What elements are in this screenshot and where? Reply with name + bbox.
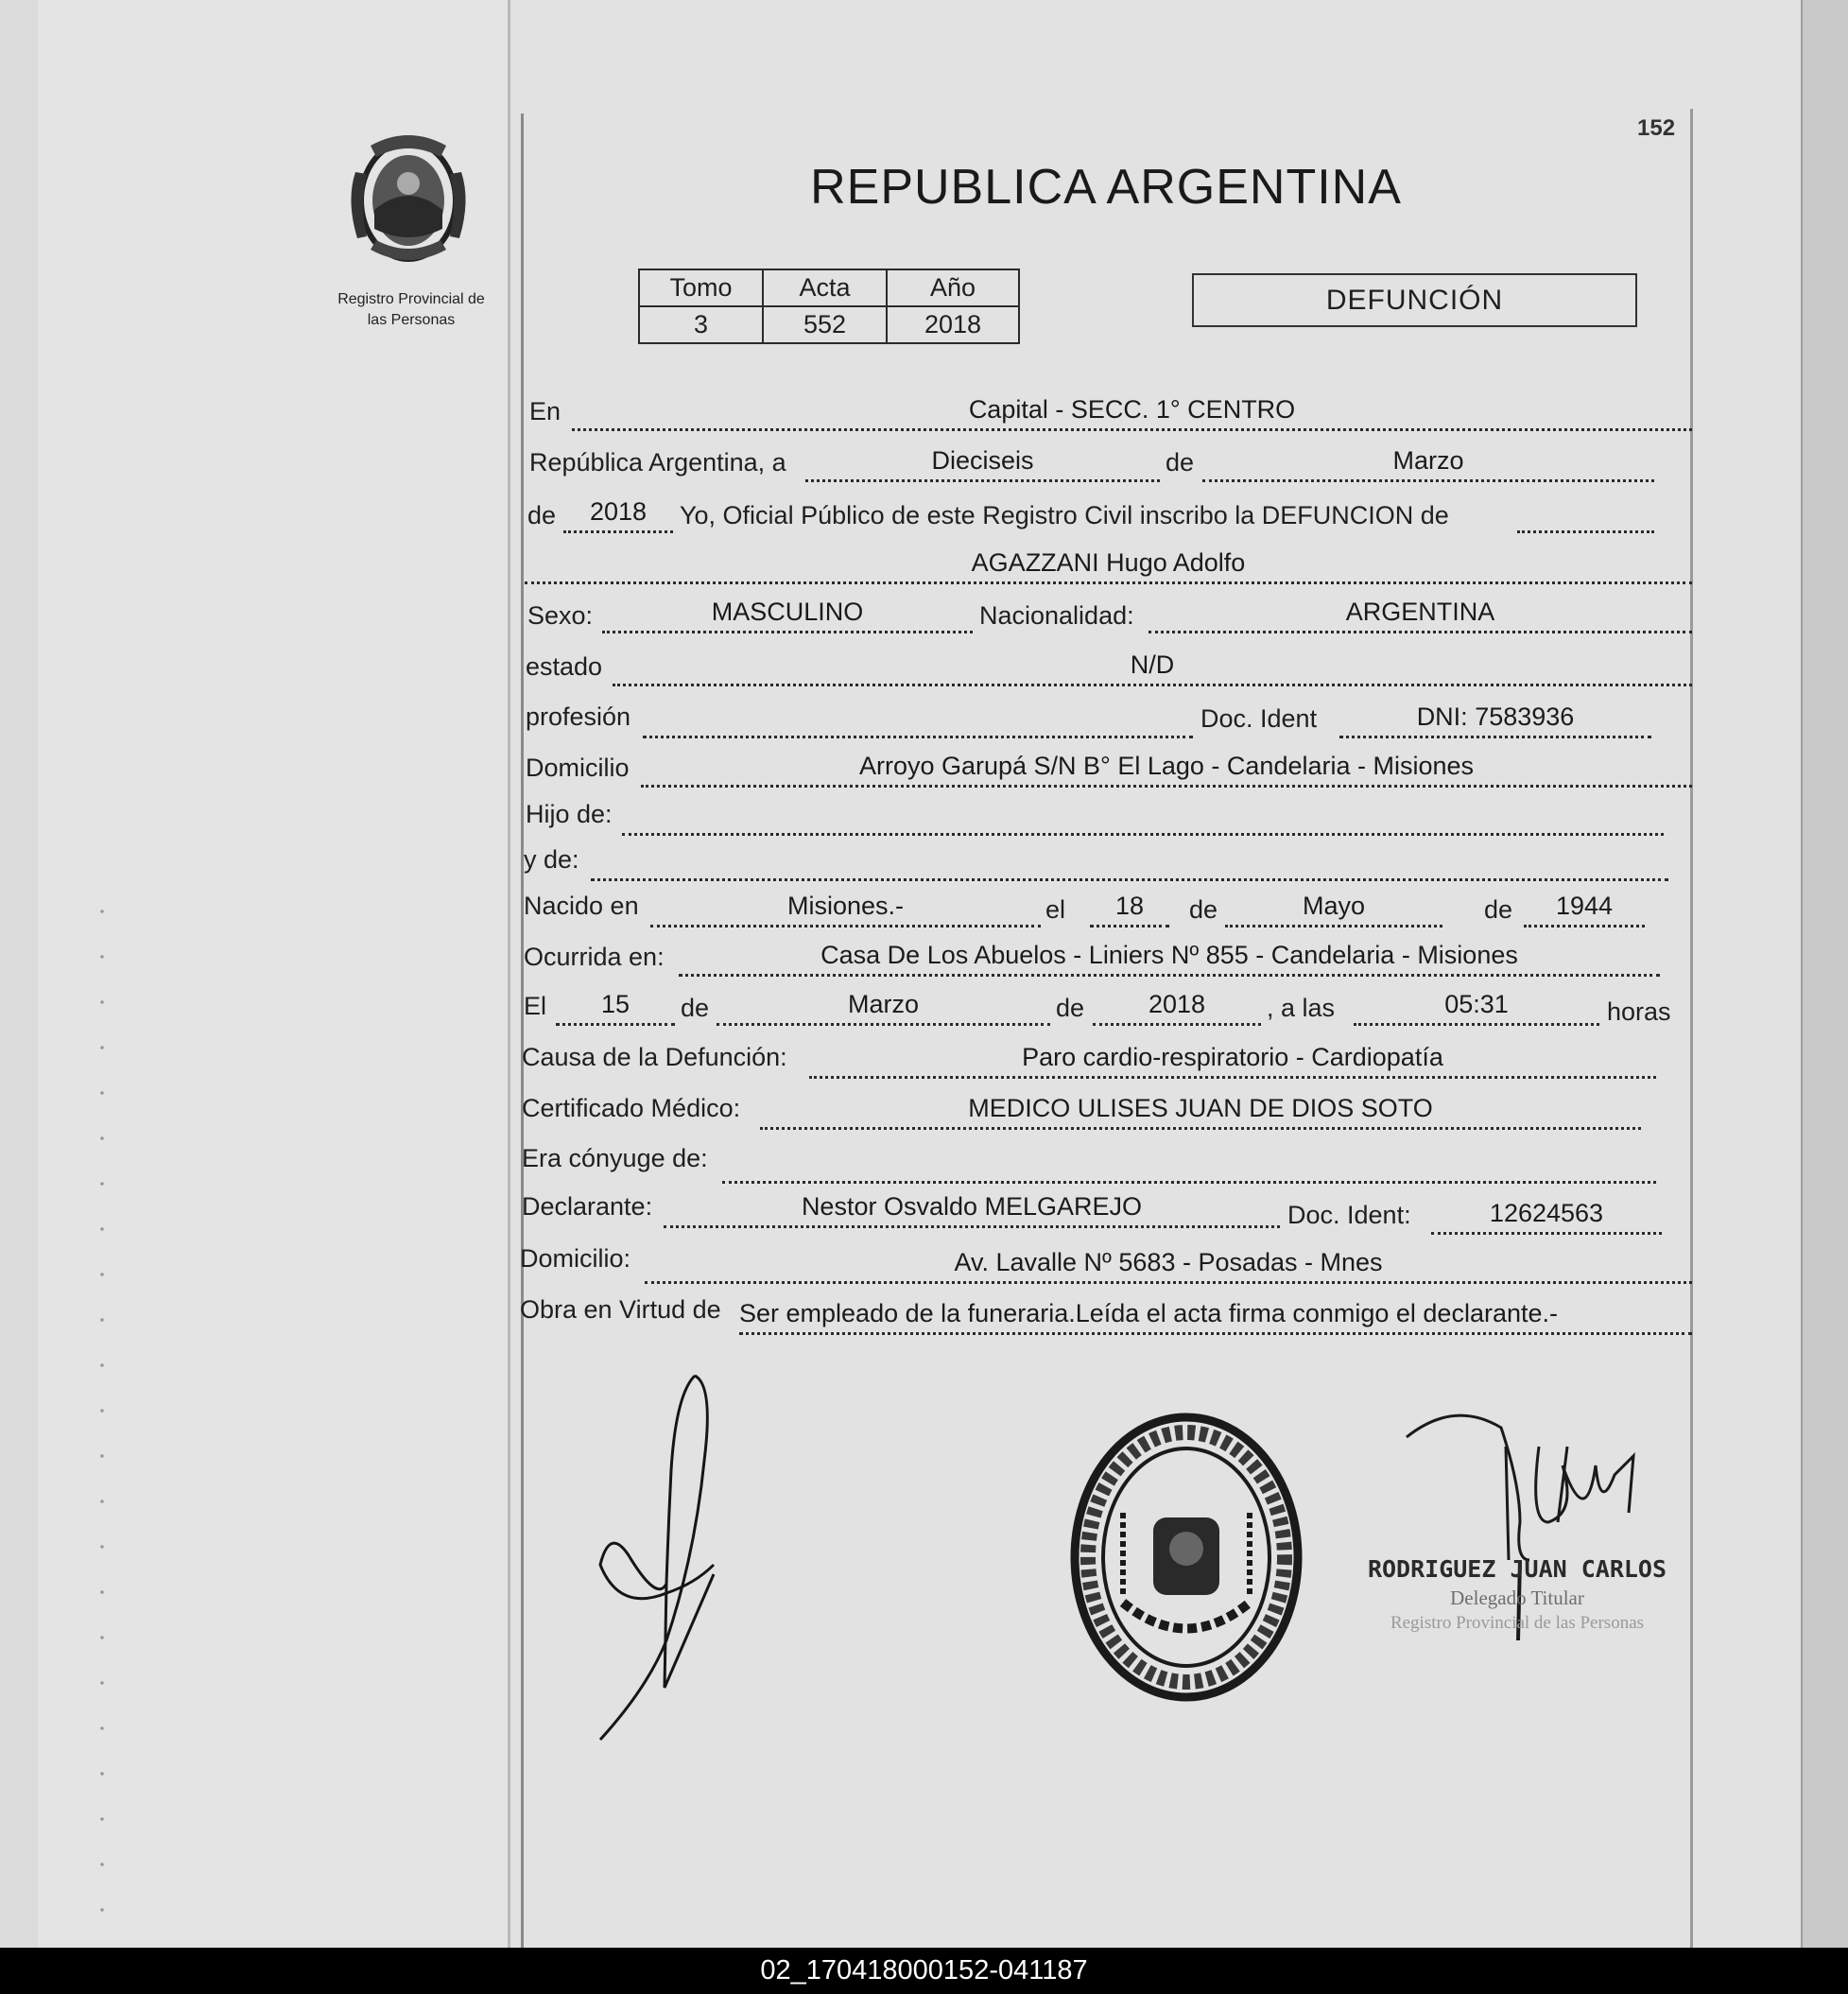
death-day-field: 15 (556, 988, 675, 1026)
de-label-1: de (1166, 448, 1195, 477)
certificado-label: Certificado Médico: (522, 1094, 741, 1122)
birth-day-field: 18 (1090, 890, 1169, 928)
profesion-label: profesión (526, 702, 631, 731)
binding-dots (95, 889, 151, 1938)
de-label-5: de (681, 994, 710, 1022)
nacido-label: Nacido en (524, 892, 639, 920)
en-field: Capital - SECC. 1° CENTRO (572, 393, 1692, 431)
misiones-emblem-icon (342, 125, 475, 271)
nacionalidad-label: Nacionalidad: (979, 601, 1134, 630)
domicilio2-field: Av. Lavalle Nº 5683 - Posadas - Mnes (645, 1246, 1692, 1284)
registry-seal-icon (1066, 1409, 1307, 1707)
doc-ident-field: DNI: 7583936 (1339, 701, 1651, 738)
sexo-label: Sexo: (527, 601, 594, 630)
en-label: En (529, 397, 561, 425)
doc-ident2-label: Doc. Ident: (1287, 1201, 1411, 1229)
month-field: Marzo (1202, 444, 1654, 482)
yde-field (591, 843, 1668, 881)
declarante-field: Nestor Osvaldo MELGAREJO (664, 1190, 1280, 1228)
conyuge-label: Era cónyuge de: (522, 1144, 708, 1172)
year-field: 2018 (563, 495, 673, 533)
domicilio-label: Domicilio (526, 754, 630, 782)
signer-role: Delegado Titular (1450, 1587, 1584, 1609)
tomo-header: Tomo (639, 269, 763, 306)
hijo-label: Hijo de: (526, 800, 613, 828)
el-label: el (1045, 895, 1066, 924)
causa-label: Causa de la Defunción: (522, 1043, 787, 1071)
de-label-2: de (527, 501, 557, 529)
declarant-signature (581, 1366, 733, 1744)
declarante-label: Declarante: (522, 1192, 653, 1221)
birth-month-field: Mayo (1225, 890, 1442, 928)
de-label-4: de (1484, 895, 1513, 924)
nacido-field: Misiones.- (650, 890, 1041, 928)
conyuge-field (722, 1146, 1656, 1184)
death-time-field: 05:31 (1354, 988, 1599, 1026)
page-number: 152 (1637, 115, 1676, 141)
death-year-field: 2018 (1093, 988, 1261, 1026)
birth-year-field: 1944 (1524, 890, 1645, 928)
registry-caption (302, 289, 520, 331)
obra-label: Obra en Virtud de (520, 1295, 721, 1324)
table-value-row (639, 306, 1019, 343)
horas-label: horas (1607, 997, 1671, 1026)
ocurrida-label: Ocurrida en: (524, 943, 665, 971)
domicilio-field: Arroyo Garupá S/N B° El Lago - Candelaria - Misiones (641, 750, 1692, 788)
record-type-box: DEFUNCIÓN (1192, 273, 1637, 327)
causa-field: Paro cardio-respiratorio - Cardiopatía (809, 1041, 1656, 1079)
tomo-value: 3 (639, 306, 763, 343)
nacionalidad-field: ARGENTINA (1149, 596, 1692, 633)
ano-header: Año (887, 269, 1019, 306)
doc-ident2-field: 12624563 (1431, 1197, 1662, 1235)
page-edge (1801, 0, 1848, 1948)
acta-value: 552 (763, 306, 887, 343)
doc-ident-label: Doc. Ident (1200, 704, 1318, 733)
obra-field: Ser empleado de la funeraria.Leída el acta firma conmigo el declarante.- (739, 1297, 1692, 1335)
deceased-name-field: AGAZZANI Hugo Adolfo (525, 546, 1692, 584)
estado-label: estado (526, 652, 603, 681)
ano-value: 2018 (887, 306, 1019, 343)
ocurrida-field: Casa De Los Abuelos - Liniers Nº 855 - Candelaria - Misiones (679, 939, 1660, 977)
registry-caption-line1: Registro Provincial de (337, 291, 485, 307)
file-id-strip: 02_170418000152-041187 (0, 1948, 1848, 1994)
acta-header: Acta (763, 269, 887, 306)
right-margin-rule (1690, 109, 1693, 1948)
republica-label: República Argentina, a (529, 448, 786, 477)
death-month-field: Marzo (717, 988, 1050, 1026)
domicilio2-label: Domicilio: (520, 1244, 631, 1273)
estado-field: N/D (613, 649, 1692, 686)
de-label-6: de (1056, 994, 1085, 1022)
table-header-row (639, 269, 1019, 306)
yde-label: y de: (524, 845, 579, 874)
statement-text: Yo, Oficial Público de este Registro Civil inscribo la DEFUNCION de (680, 501, 1449, 529)
signer-org: Registro Provincial de las Personas (1390, 1613, 1645, 1633)
statement-trailing-field (1517, 495, 1654, 533)
registry-caption-line2: las Personas (367, 312, 456, 328)
de-label-3: de (1189, 895, 1218, 924)
day-field: Dieciseis (805, 444, 1160, 482)
left-margin-rule (521, 113, 524, 1948)
sexo-field: MASCULINO (602, 596, 973, 633)
certificado-field: MEDICO ULISES JUAN DE DIOS SOTO (760, 1092, 1641, 1130)
record-reference-table (638, 269, 1020, 344)
signer-name: RODRIGUEZ JUAN CARLOS (1367, 1555, 1667, 1583)
alas-label: , a las (1267, 994, 1336, 1022)
hijo-field (622, 798, 1664, 836)
El-label: El (524, 992, 547, 1020)
profesion-field (643, 701, 1193, 738)
page-title: REPUBLICA ARGENTINA (810, 160, 1402, 215)
